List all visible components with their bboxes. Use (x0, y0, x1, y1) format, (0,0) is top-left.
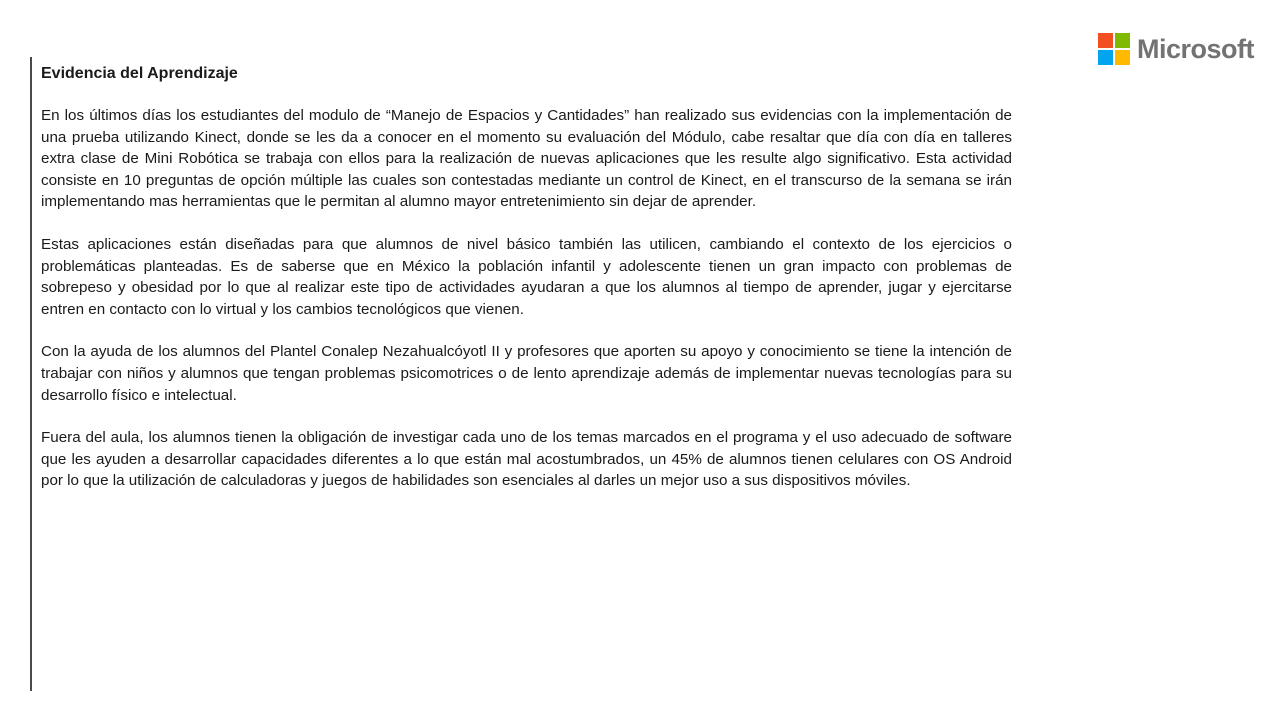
paragraph-2: Estas aplicaciones están diseñadas para que alumnos de nivel básico también las utilicen, cambiando el contexto de los ejercicios o problemáticas planteadas. Es de saberse que en México la población infantil y adolescente tienen un gran impacto con problemas de sobrepeso y obesidad por lo que al realizar este tipo de actividades ayudaran a que los alumnos al tiempo de aprender, jugar y ejercitarse entren en contacto con lo virtual y los cambios tecnológicos que vienen. (41, 235, 1012, 318)
logo-square-blue (1098, 50, 1113, 65)
document-body (41, 64, 1012, 513)
paragraph-3: Con la ayuda de los alumnos del Plantel Conalep Nezahualcóyotl II y profesores que aporten su apoyo y conocimiento se tiene la intención de trabajar con niños y alumnos que tengan problemas psicomotrices o de lento aprendizaje además de implementar nuevas tecnologías para su desarrollo físico e intelectual. (41, 343, 1012, 404)
left-vertical-rule (30, 57, 32, 691)
microsoft-logo (1098, 32, 1254, 66)
logo-square-green (1115, 33, 1130, 48)
paragraph-1: En los últimos días los estudiantes del modulo de “Manejo de Espacios y Cantidades” han realizado sus evidencias con la implementación de una prueba utilizando Kinect, donde se les da a conocer en el momento su evaluación del Módulo, cabe resaltar que día con día en talleres extra clase de Mini Robótica se trabaja con ellos para la realización de nuevas aplicaciones que les resulte algo significativo. Esta actividad consiste en 10 preguntas de opción múltiple las cuales son contestadas mediante un control de Kinect, en el transcurso de la semana se irán implementando mas herramientas que le permitan al alumno mayor entretenimiento sin dejar de aprender. (41, 107, 1012, 211)
logo-square-yellow (1115, 50, 1130, 65)
windows-logo-icon (1098, 33, 1130, 65)
document-title: Evidencia del Aprendizaje (41, 65, 238, 82)
logo-wordmark: Microsoft (1137, 34, 1254, 64)
paragraph-4: Fuera del aula, los alumnos tienen la obligación de investigar cada uno de los temas marcados en el programa y el uso adecuado de software que les ayuden a desarrollar capacidades diferentes a lo que están mal acostumbrados, un 45% de alumnos tienen celulares con OS Android por lo que la utilización de calculadoras y juegos de habilidades son esenciales al darles un mejor uso a sus dispositivos móviles. (41, 429, 1012, 490)
logo-square-red (1098, 33, 1113, 48)
